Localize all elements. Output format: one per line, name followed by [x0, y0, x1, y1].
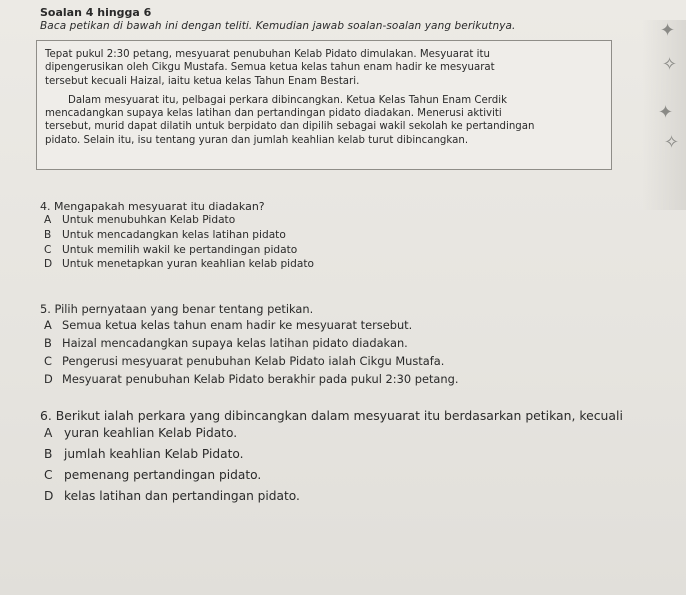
star-icon: ✧ [664, 132, 680, 153]
option-text: Untuk menubuhkan Kelab Pidato [62, 214, 236, 226]
answer-option[interactable] [40, 370, 670, 388]
option-text: Mesyuarat penubuhan Kelab Pidato berakhir pada pukul 2:30 petang. [62, 372, 459, 386]
question-5 [40, 302, 670, 388]
answer-option[interactable] [40, 423, 670, 444]
option-letter: B [44, 336, 52, 350]
star-icon: ✧ [662, 54, 678, 75]
option-text: pemenang pertandingan pidato. [64, 468, 262, 482]
instructions: Baca petikan di bawah ini dengan teliti. Kemudian jawab soalan-soalan yang berikutnya. [40, 20, 516, 32]
option-letter: B [44, 447, 53, 461]
reading-passage [36, 40, 612, 170]
option-text: yuran keahlian Kelab Pidato. [64, 426, 238, 440]
question-stem: 6. Berikut ialah perkara yang dibincangkan dalam mesyuarat itu berdasarkan petikan, kecuali [40, 408, 623, 423]
star-icon: ✦ [658, 102, 674, 123]
option-text: Untuk menetapkan yuran keahlian kelab pidato [62, 258, 314, 271]
star-icon: ✦ [660, 20, 676, 41]
option-letter: C [44, 354, 52, 368]
passage-line: dipengerusikan oleh Cikgu Mustafa. Semua ketua kelas tahun enam hadir ke mesyuarat [45, 62, 495, 74]
section-heading: Soalan 4 hingga 6 [40, 6, 152, 19]
passage-line: tersebut kecuali Haizal, iaitu ketua kelas Tahun Enam Bestari. [45, 75, 360, 87]
answer-option[interactable] [40, 257, 670, 272]
answer-option[interactable] [40, 334, 670, 352]
option-text: Untuk memilih wakil ke pertandingan pidato [62, 243, 298, 256]
option-letter: A [44, 214, 52, 226]
answer-option[interactable] [40, 316, 670, 334]
question-stem: 5. Pilih pernyataan yang benar tentang petikan. [40, 302, 314, 316]
passage-line: mencadangkan supaya kelas latihan dan pertandingan pidato diadakan. Menerusi aktiviti [45, 108, 502, 120]
option-letter: D [44, 258, 53, 271]
option-letter: C [44, 468, 53, 482]
option-text: Semua ketua kelas tahun enam hadir ke mesyuarat tersebut. [62, 318, 413, 332]
passage-paragraph-2 [45, 94, 603, 147]
question-6 [40, 408, 670, 507]
answer-option[interactable] [40, 465, 670, 486]
passage-line: Dalam mesyuarat itu, pelbagai perkara dibincangkan. Ketua Kelas Tahun Enam Cerdik [68, 94, 507, 106]
option-letter: A [44, 426, 53, 440]
answer-option[interactable] [40, 243, 670, 258]
passage-line: tersebut, murid dapat dilatih untuk berpidato dan dipilih sebagai wakil sekolah ke pertandingan [45, 121, 535, 133]
option-text: Pengerusi mesyuarat penubuhan Kelab Pidato ialah Cikgu Mustafa. [62, 354, 445, 368]
answer-option[interactable] [40, 444, 670, 465]
passage-line: pidato. Selain itu, isu tentang yuran dan jumlah keahlian kelab turut dibincangkan. [45, 134, 469, 146]
question-stem: 4. Mengapakah mesyuarat itu diadakan? [40, 200, 265, 213]
answer-option[interactable] [40, 213, 670, 228]
answer-option[interactable] [40, 486, 670, 507]
page-edge-decoration [642, 20, 686, 210]
passage-paragraph-1 [45, 48, 603, 88]
question-4 [40, 200, 670, 272]
option-letter: D [44, 489, 54, 503]
option-letter: C [44, 243, 52, 256]
passage-line: Tepat pukul 2:30 petang, mesyuarat penubuhan Kelab Pidato dimulakan. Mesyuarat itu [45, 49, 490, 60]
option-letter: B [44, 228, 52, 241]
option-text: Untuk mencadangkan kelas latihan pidato [62, 228, 286, 241]
option-letter: D [44, 372, 53, 386]
option-text: kelas latihan dan pertandingan pidato. [64, 489, 300, 503]
answer-option[interactable] [40, 228, 670, 243]
option-letter: A [44, 318, 52, 332]
answer-option[interactable] [40, 352, 670, 370]
option-text: Haizal mencadangkan supaya kelas latihan pidato diadakan. [62, 336, 408, 350]
option-text: jumlah keahlian Kelab Pidato. [64, 447, 244, 461]
